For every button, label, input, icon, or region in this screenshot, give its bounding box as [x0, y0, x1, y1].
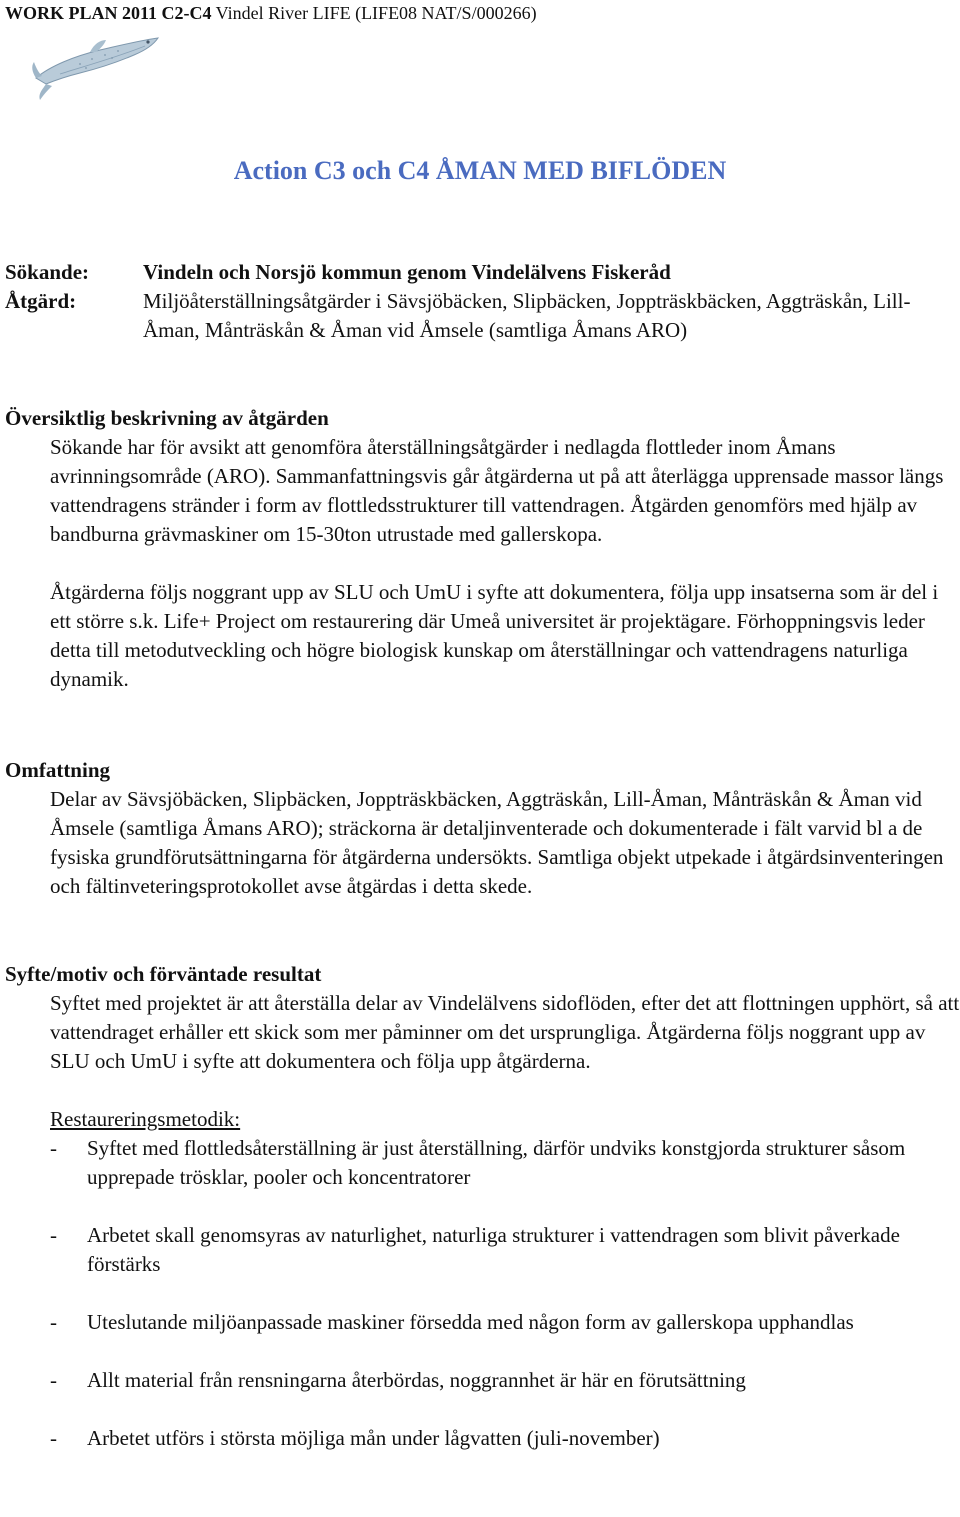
bullet-text: Arbetet utförs i största möjliga mån under lågvatten (juli-november)	[87, 1426, 660, 1450]
overview-section	[5, 404, 960, 694]
purpose-section	[5, 960, 960, 1453]
list-item	[50, 1134, 960, 1192]
action-value: Miljöåterställningsåtgärder i Sävsjöbäcken, Slipbäcken, Joppträskbäcken, Aggträskån, Lill-Åman, Månträskån & Åman vid Åmsele (samtliga Åmans ARO)	[143, 289, 911, 342]
list-item	[50, 1308, 960, 1337]
applicant-label: Sökande:	[5, 260, 90, 284]
page-title: Action C3 och C4 ÅMAN MED BIFLÖDEN	[233, 156, 727, 185]
scope-section	[5, 756, 960, 901]
method-label: Restaureringsmetodik:	[50, 1107, 241, 1131]
scope-heading: Omfattning	[5, 758, 110, 782]
list-item	[50, 1424, 960, 1453]
salmon-logo-icon	[30, 28, 165, 100]
bullet-dash: -	[50, 1426, 57, 1450]
list-item	[50, 1221, 960, 1279]
bullet-text: Arbetet skall genomsyras av naturlighet, naturliga strukturer i vattendragen som blivit påverkade förstärks	[87, 1223, 900, 1276]
bullet-dash: -	[50, 1310, 57, 1334]
overview-paragraph-2: Åtgärderna följs noggrant upp av SLU och UmU i syfte att dokumentera, följa upp insatserna som är del i ett större s.k. Life+ Project om restaurering där Umeå universitet är projektägare. Förhoppningsvis leder detta till metodutveckling och högre biologisk kunskap om återställningar och vattendragens naturliga dynamik.	[50, 580, 939, 691]
header-project-code: WORK PLAN 2011 C2-C4	[5, 3, 212, 23]
header-project-name: Vindel River LIFE (LIFE08 NAT/S/000266)	[211, 3, 537, 23]
bullet-dash: -	[50, 1223, 57, 1247]
purpose-paragraph: Syftet med projektet är att återställa delar av Vindelälvens sidoflöden, efter det att flottningen upphört, så att vattendraget erhåller ett skick som mer påminner om det ursprungliga. Åtgärderna följs noggrant upp av SLU och UmU i syfte att dokumentera och följa upp åtgärderna.	[50, 991, 960, 1073]
bullet-text: Allt material från rensningarna återbördas, noggrannhet är här en förutsättning	[87, 1368, 746, 1392]
page-header	[5, 2, 537, 24]
applicant-block	[5, 258, 923, 345]
bullet-dash: -	[50, 1368, 57, 1392]
action-label: Åtgärd:	[5, 289, 77, 313]
overview-heading: Översiktlig beskrivning av åtgärden	[5, 406, 329, 430]
bullet-text: Syftet med flottledsåterställning är just återställning, därför undviks konstgjorda strukturer såsom upprepade trösklar, pooler och koncentratorer	[87, 1136, 906, 1189]
list-item	[50, 1366, 960, 1395]
applicant-value: Vindeln och Norsjö kommun genom Vindelälvens Fiskeråd	[143, 260, 671, 284]
overview-paragraph-1: Sökande har för avsikt att genomföra återställningsåtgärder i nedlagda flottleder inom Åmans avrinningsområde (ARO). Sammanfattningsvis går åtgärderna ut på att återlägga upprensade massor längs vattendragens stränder i form av flottledsstrukturer till vattendragen. Åtgärden genomförs med hjälp av bandburna grävmaskiner om 15-30ton utrustade med gallerskopa.	[50, 435, 944, 546]
bullet-dash: -	[50, 1136, 57, 1160]
bullet-text: Uteslutande miljöanpassade maskiner försedda med någon form av gallerskopa upphandlas	[87, 1310, 854, 1334]
purpose-heading: Syfte/motiv och förväntade resultat	[5, 962, 322, 986]
scope-paragraph: Delar av Sävsjöbäcken, Slipbäcken, Joppträskbäcken, Aggträskån, Lill-Åman, Månträskån & Åman vid Åmsele (samtliga Åmans ARO); sträckorna är detaljinventerade och dokumenterade i fält varvid bl a de fysiska grundförutsättningarna för åtgärderna undersökts. Samtliga objekt utpekade i åtgärdsinventeringen och fältinveteringsprotokollet avse åtgärdas i detta skede.	[50, 787, 944, 898]
